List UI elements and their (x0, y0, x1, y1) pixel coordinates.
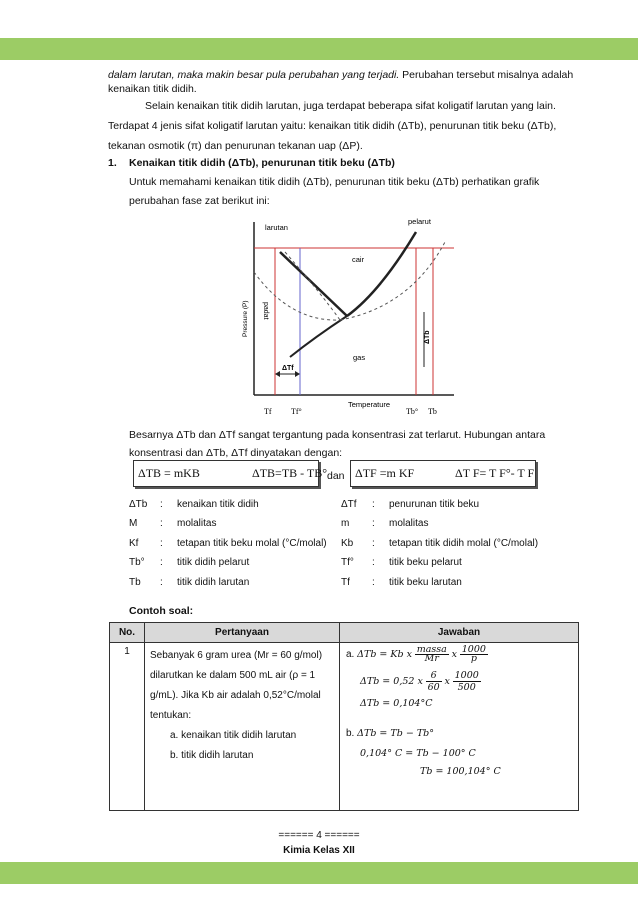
question-line: Sebanyak 6 gram urea (Mr = 60 g/mol) (150, 650, 323, 661)
header-band (0, 38, 638, 60)
table-row (110, 643, 579, 811)
formula-boiling-difference: ΔTB=TB - TB° (252, 466, 328, 480)
section-heading (108, 157, 395, 169)
answer-b-line2: 0,104° C = Tb − 100° C (360, 748, 476, 759)
section-number: 1. (108, 157, 117, 169)
intro-line1: Untuk memahami kenaikan titik didih (ΔTb), penurunan titik beku (ΔTb) perhatikan grafik (129, 176, 540, 188)
answer-a-line2: ΔTb = 0,52 x $\frac{6}{60}$ x $\frac{1000}{500}$ (360, 670, 479, 693)
label-pelarut: pelarut (408, 217, 431, 226)
solid-gas-curve (290, 316, 347, 357)
label-cair: cair (352, 255, 365, 264)
paragraph-colligative-line1: Selain kenaikan titik didih larutan, juga terdapat beberapa sifat koligatif larutan yang lain. (145, 100, 556, 112)
label-padat: padat (262, 302, 269, 320)
x-axis-label: Temperature (348, 400, 391, 409)
cell-answer (340, 643, 579, 811)
formula-box-freezing (350, 460, 536, 487)
delta-tb-label: ΔTb (424, 330, 431, 344)
relation-line2: konsentrasi dan ΔTb, ΔTf dinyatakan dengan: (129, 447, 343, 459)
delta-tf-label: ΔTf (282, 365, 294, 372)
paragraph-colligative-line3: tekanan osmotik (π) dan penurunan tekanan uap (ΔP). (108, 140, 363, 152)
intro-text: Perubahan tersebut misalnya adalah (399, 69, 574, 81)
cell-question (145, 643, 340, 811)
question-sub-a: a. kenaikan titik didih larutan (170, 730, 297, 741)
formula-box-boiling (133, 460, 328, 487)
relation-line1: Besarnya ΔTb dan ΔTf sangat tergantung pada konsentrasi zat terlarut. Hubungan antara (129, 429, 546, 441)
example-table (109, 622, 579, 811)
header-no: No. (110, 623, 145, 643)
question-sub-b: b. titik didih larutan (170, 750, 254, 761)
tick-tbo: Tb° (406, 407, 419, 416)
tick-tf: Tf (264, 407, 272, 416)
cell-no: 1 (110, 643, 145, 811)
y-axis-label: Pressure (P) (242, 300, 249, 337)
header-question: Pertanyaan (145, 623, 340, 643)
label-larutan: larutan (265, 223, 288, 232)
answer-a-line3: ΔTb = 0,104°C (360, 698, 433, 709)
solvent-melting-dashed (285, 252, 340, 320)
answer-b-line3: Tb = 100,104° C (420, 766, 501, 777)
formula-boiling-elevation: ΔTB = mKB (138, 466, 200, 480)
header-answer: Jawaban (340, 623, 579, 643)
footer-subject: Kimia Kelas XII (283, 845, 355, 856)
solution-vapor-curve (347, 232, 416, 316)
intro-line2: perubahan fase zat berikut ini: (129, 195, 270, 207)
question-line: g/mL). Jika Kb air adalah 0,52°C/molal (150, 690, 321, 701)
paragraph-intro-line2: kenaikan titik didih. (108, 83, 197, 95)
formula-connector: dan (327, 470, 345, 482)
tick-tfo: Tf° (291, 407, 302, 416)
question-line: dilarutkan ke dalam 500 mL air (ρ = 1 (150, 670, 316, 681)
intro-italic-text: dalam larutan, maka makin besar pula perubahan yang terjadi. (108, 69, 400, 81)
page-number: ====== 4 ====== (278, 830, 360, 841)
formula-freezing-difference: ΔT F= T F°- T F (455, 466, 535, 480)
label-gas: gas (353, 353, 366, 362)
answer-a-line1: a. ΔTb = Kb x $\frac{\text{massa}}{Mr}$ x $\frac{1000}{p}$ (346, 644, 486, 664)
phase-diagram (240, 212, 460, 417)
formula-freezing-depression: ΔTF =m KF (355, 466, 415, 480)
answer-b-line1: b. ΔTb = Tb − Tb° (346, 728, 434, 739)
paragraph-colligative-line2: Terdapat 4 jenis sifat koligatif larutan yaitu: kenaikan titik didih (ΔTb), penurunan titik beku (ΔTb), (108, 120, 557, 132)
section-title: Kenaikan titik didih (ΔTb), penurunan titik beku (ΔTb) (129, 157, 395, 169)
footer-band (0, 862, 638, 884)
tick-tb: Tb (428, 407, 437, 416)
example-title: Contoh soal: (129, 605, 194, 617)
question-line: tentukan: (150, 710, 192, 721)
paragraph-intro (108, 68, 580, 82)
